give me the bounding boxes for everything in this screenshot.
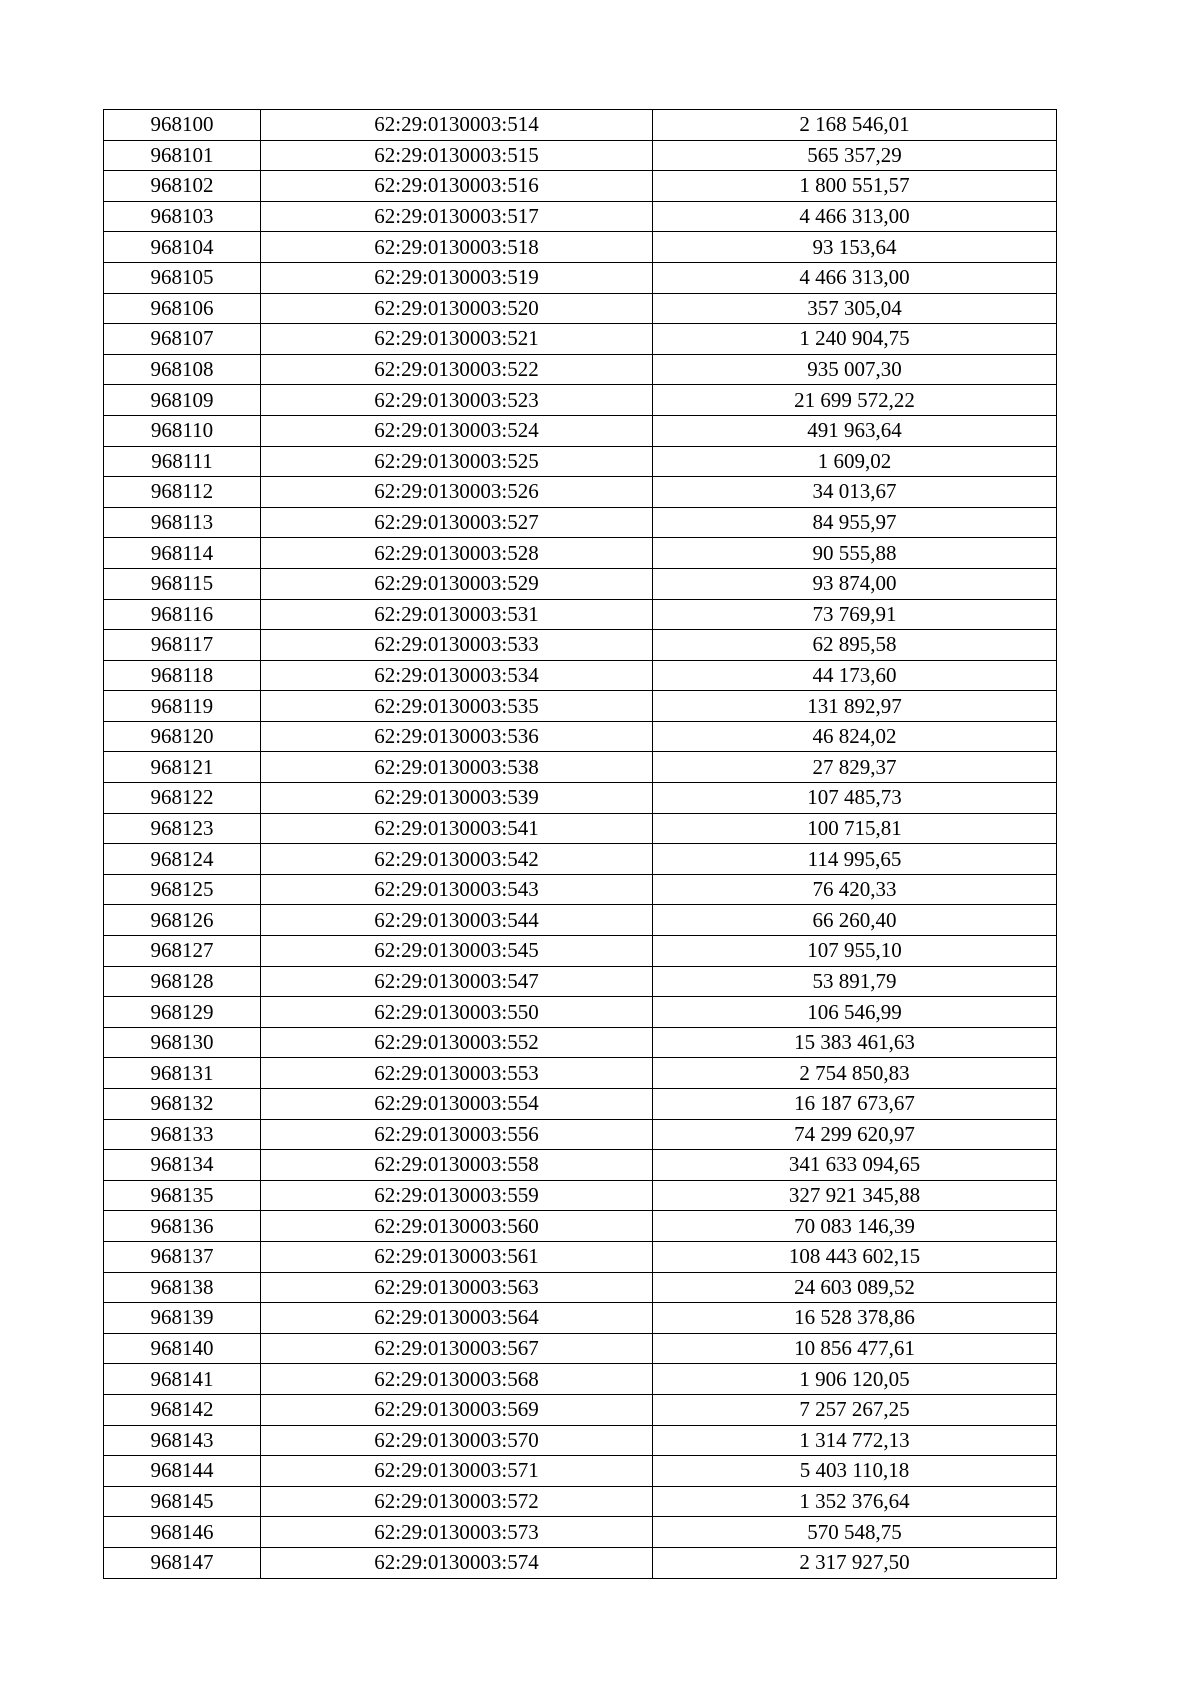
cadastral-number-cell: 62:29:0130003:569 [261, 1394, 653, 1425]
row-number-cell: 968114 [104, 538, 261, 569]
cadastral-number-cell: 62:29:0130003:519 [261, 262, 653, 293]
row-number-cell: 968112 [104, 477, 261, 508]
value-cell: 107 485,73 [653, 783, 1057, 814]
table-row [104, 354, 1057, 385]
table-row [104, 1272, 1057, 1303]
table-row [104, 446, 1057, 477]
row-number-cell: 968129 [104, 997, 261, 1028]
row-number-cell: 968143 [104, 1425, 261, 1456]
value-cell: 62 895,58 [653, 630, 1057, 661]
value-cell: 107 955,10 [653, 936, 1057, 967]
table-row [104, 721, 1057, 752]
cadastral-number-cell: 62:29:0130003:525 [261, 446, 653, 477]
cadastral-number-cell: 62:29:0130003:572 [261, 1486, 653, 1517]
value-cell: 93 874,00 [653, 568, 1057, 599]
value-cell: 70 083 146,39 [653, 1211, 1057, 1242]
value-cell: 114 995,65 [653, 844, 1057, 875]
cadastral-number-cell: 62:29:0130003:522 [261, 354, 653, 385]
row-number-cell: 968142 [104, 1394, 261, 1425]
row-number-cell: 968105 [104, 262, 261, 293]
value-cell: 4 466 313,00 [653, 262, 1057, 293]
value-cell: 24 603 089,52 [653, 1272, 1057, 1303]
cadastral-number-cell: 62:29:0130003:533 [261, 630, 653, 661]
row-number-cell: 968113 [104, 507, 261, 538]
cadastral-number-cell: 62:29:0130003:514 [261, 110, 653, 141]
table-row [104, 110, 1057, 141]
value-cell: 21 699 572,22 [653, 385, 1057, 416]
table-row [104, 1394, 1057, 1425]
table-row [104, 201, 1057, 232]
cadastral-number-cell: 62:29:0130003:516 [261, 171, 653, 202]
value-cell: 34 013,67 [653, 477, 1057, 508]
table-row [104, 905, 1057, 936]
cadastral-number-cell: 62:29:0130003:526 [261, 477, 653, 508]
row-number-cell: 968137 [104, 1241, 261, 1272]
row-number-cell: 968132 [104, 1089, 261, 1120]
table-row [104, 1241, 1057, 1272]
value-cell: 108 443 602,15 [653, 1241, 1057, 1272]
cadastral-number-cell: 62:29:0130003:559 [261, 1180, 653, 1211]
table-row [104, 997, 1057, 1028]
value-cell: 27 829,37 [653, 752, 1057, 783]
value-cell: 90 555,88 [653, 538, 1057, 569]
row-number-cell: 968108 [104, 354, 261, 385]
row-number-cell: 968126 [104, 905, 261, 936]
row-number-cell: 968145 [104, 1486, 261, 1517]
table-row [104, 171, 1057, 202]
table-row [104, 415, 1057, 446]
row-number-cell: 968103 [104, 201, 261, 232]
table-row [104, 568, 1057, 599]
table-row [104, 1333, 1057, 1364]
value-cell: 570 548,75 [653, 1517, 1057, 1548]
cadastral-number-cell: 62:29:0130003:520 [261, 293, 653, 324]
cadastral-number-cell: 62:29:0130003:529 [261, 568, 653, 599]
value-cell: 7 257 267,25 [653, 1394, 1057, 1425]
cadastral-number-cell: 62:29:0130003:545 [261, 936, 653, 967]
row-number-cell: 968139 [104, 1303, 261, 1334]
table-row [104, 1089, 1057, 1120]
table-row [104, 1456, 1057, 1487]
table-row [104, 1027, 1057, 1058]
row-number-cell: 968118 [104, 660, 261, 691]
cadastral-number-cell: 62:29:0130003:521 [261, 324, 653, 355]
row-number-cell: 968144 [104, 1456, 261, 1487]
value-cell: 100 715,81 [653, 813, 1057, 844]
cadastral-number-cell: 62:29:0130003:536 [261, 721, 653, 752]
value-cell: 5 403 110,18 [653, 1456, 1057, 1487]
table-row [104, 936, 1057, 967]
cadastral-number-cell: 62:29:0130003:542 [261, 844, 653, 875]
value-cell: 327 921 345,88 [653, 1180, 1057, 1211]
cadastral-number-cell: 62:29:0130003:534 [261, 660, 653, 691]
row-number-cell: 968141 [104, 1364, 261, 1395]
table-row [104, 1547, 1057, 1578]
cadastral-number-cell: 62:29:0130003:558 [261, 1150, 653, 1181]
row-number-cell: 968110 [104, 415, 261, 446]
row-number-cell: 968107 [104, 324, 261, 355]
cadastral-number-cell: 62:29:0130003:515 [261, 140, 653, 171]
table-row [104, 1150, 1057, 1181]
cadastral-number-cell: 62:29:0130003:550 [261, 997, 653, 1028]
cadastral-number-cell: 62:29:0130003:563 [261, 1272, 653, 1303]
cadastral-number-cell: 62:29:0130003:564 [261, 1303, 653, 1334]
cadastral-number-cell: 62:29:0130003:539 [261, 783, 653, 814]
cadastral-number-cell: 62:29:0130003:547 [261, 966, 653, 997]
table-row [104, 599, 1057, 630]
table-row [104, 966, 1057, 997]
row-number-cell: 968127 [104, 936, 261, 967]
row-number-cell: 968116 [104, 599, 261, 630]
row-number-cell: 968123 [104, 813, 261, 844]
row-number-cell: 968102 [104, 171, 261, 202]
value-cell: 2 168 546,01 [653, 110, 1057, 141]
cadastral-number-cell: 62:29:0130003:531 [261, 599, 653, 630]
table-row [104, 783, 1057, 814]
row-number-cell: 968140 [104, 1333, 261, 1364]
table-row [104, 1180, 1057, 1211]
cadastral-number-cell: 62:29:0130003:538 [261, 752, 653, 783]
table-row [104, 262, 1057, 293]
value-cell: 10 856 477,61 [653, 1333, 1057, 1364]
value-cell: 106 546,99 [653, 997, 1057, 1028]
value-cell: 74 299 620,97 [653, 1119, 1057, 1150]
cadastral-number-cell: 62:29:0130003:567 [261, 1333, 653, 1364]
value-cell: 16 187 673,67 [653, 1089, 1057, 1120]
row-number-cell: 968104 [104, 232, 261, 263]
table-row [104, 691, 1057, 722]
row-number-cell: 968101 [104, 140, 261, 171]
cadastral-number-cell: 62:29:0130003:554 [261, 1089, 653, 1120]
table-row [104, 1364, 1057, 1395]
value-cell: 935 007,30 [653, 354, 1057, 385]
value-cell: 66 260,40 [653, 905, 1057, 936]
cadastral-number-cell: 62:29:0130003:571 [261, 1456, 653, 1487]
row-number-cell: 968128 [104, 966, 261, 997]
row-number-cell: 968135 [104, 1180, 261, 1211]
cadastral-number-cell: 62:29:0130003:523 [261, 385, 653, 416]
cadastral-number-cell: 62:29:0130003:556 [261, 1119, 653, 1150]
value-cell: 44 173,60 [653, 660, 1057, 691]
value-cell: 357 305,04 [653, 293, 1057, 324]
table-row [104, 844, 1057, 875]
value-cell: 1 352 376,64 [653, 1486, 1057, 1517]
cadastral-number-cell: 62:29:0130003:560 [261, 1211, 653, 1242]
row-number-cell: 968100 [104, 110, 261, 141]
table-row [104, 1425, 1057, 1456]
cadastral-number-cell: 62:29:0130003:527 [261, 507, 653, 538]
cadastral-number-cell: 62:29:0130003:570 [261, 1425, 653, 1456]
row-number-cell: 968136 [104, 1211, 261, 1242]
row-number-cell: 968125 [104, 874, 261, 905]
value-cell: 73 769,91 [653, 599, 1057, 630]
table-row [104, 140, 1057, 171]
value-cell: 1 800 551,57 [653, 171, 1057, 202]
row-number-cell: 968146 [104, 1517, 261, 1548]
table-row [104, 538, 1057, 569]
table-row [104, 1211, 1057, 1242]
table-row [104, 630, 1057, 661]
row-number-cell: 968131 [104, 1058, 261, 1089]
cadastral-number-cell: 62:29:0130003:528 [261, 538, 653, 569]
cadastral-number-cell: 62:29:0130003:518 [261, 232, 653, 263]
table-row [104, 874, 1057, 905]
row-number-cell: 968115 [104, 568, 261, 599]
value-cell: 1 906 120,05 [653, 1364, 1057, 1395]
row-number-cell: 968124 [104, 844, 261, 875]
row-number-cell: 968119 [104, 691, 261, 722]
cadastral-number-cell: 62:29:0130003:543 [261, 874, 653, 905]
row-number-cell: 968117 [104, 630, 261, 661]
row-number-cell: 968133 [104, 1119, 261, 1150]
value-cell: 1 240 904,75 [653, 324, 1057, 355]
table-row [104, 1517, 1057, 1548]
table-row [104, 477, 1057, 508]
cadastral-number-cell: 62:29:0130003:524 [261, 415, 653, 446]
value-cell: 2 317 927,50 [653, 1547, 1057, 1578]
cadastral-number-cell: 62:29:0130003:553 [261, 1058, 653, 1089]
table-row [104, 324, 1057, 355]
value-cell: 341 633 094,65 [653, 1150, 1057, 1181]
row-number-cell: 968130 [104, 1027, 261, 1058]
row-number-cell: 968121 [104, 752, 261, 783]
table-row [104, 232, 1057, 263]
value-cell: 2 754 850,83 [653, 1058, 1057, 1089]
cadastral-number-cell: 62:29:0130003:517 [261, 201, 653, 232]
table-body [104, 110, 1057, 1579]
value-cell: 15 383 461,63 [653, 1027, 1057, 1058]
value-cell: 131 892,97 [653, 691, 1057, 722]
table-row [104, 1119, 1057, 1150]
table-row [104, 1486, 1057, 1517]
value-cell: 1 314 772,13 [653, 1425, 1057, 1456]
row-number-cell: 968106 [104, 293, 261, 324]
value-cell: 84 955,97 [653, 507, 1057, 538]
cadastral-number-cell: 62:29:0130003:573 [261, 1517, 653, 1548]
value-cell: 16 528 378,86 [653, 1303, 1057, 1334]
cadastral-value-table [103, 109, 1057, 1579]
value-cell: 46 824,02 [653, 721, 1057, 752]
value-cell: 491 963,64 [653, 415, 1057, 446]
table-row [104, 507, 1057, 538]
table-row [104, 1058, 1057, 1089]
value-cell: 1 609,02 [653, 446, 1057, 477]
row-number-cell: 968122 [104, 783, 261, 814]
row-number-cell: 968147 [104, 1547, 261, 1578]
row-number-cell: 968109 [104, 385, 261, 416]
row-number-cell: 968111 [104, 446, 261, 477]
table-row [104, 293, 1057, 324]
value-cell: 565 357,29 [653, 140, 1057, 171]
cadastral-number-cell: 62:29:0130003:544 [261, 905, 653, 936]
cadastral-number-cell: 62:29:0130003:568 [261, 1364, 653, 1395]
row-number-cell: 968138 [104, 1272, 261, 1303]
table-row [104, 752, 1057, 783]
cadastral-number-cell: 62:29:0130003:535 [261, 691, 653, 722]
row-number-cell: 968120 [104, 721, 261, 752]
cadastral-number-cell: 62:29:0130003:561 [261, 1241, 653, 1272]
table-row [104, 660, 1057, 691]
value-cell: 76 420,33 [653, 874, 1057, 905]
table-row [104, 1303, 1057, 1334]
value-cell: 93 153,64 [653, 232, 1057, 263]
value-cell: 53 891,79 [653, 966, 1057, 997]
table-row [104, 813, 1057, 844]
cadastral-number-cell: 62:29:0130003:541 [261, 813, 653, 844]
table-row [104, 385, 1057, 416]
row-number-cell: 968134 [104, 1150, 261, 1181]
value-cell: 4 466 313,00 [653, 201, 1057, 232]
cadastral-number-cell: 62:29:0130003:552 [261, 1027, 653, 1058]
cadastral-number-cell: 62:29:0130003:574 [261, 1547, 653, 1578]
